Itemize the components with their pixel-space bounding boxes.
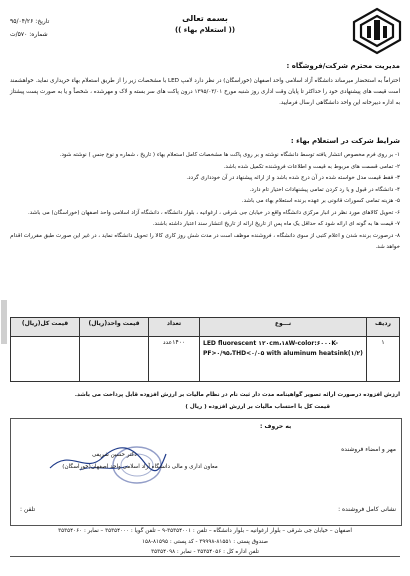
seller-phone-label: تلفن : [20,506,36,513]
table-row [11,337,400,382]
condition-item: ۷- قیمت ها به گونه ای ارائه شود که حداقل یک ماه پس از تاریخ ارائه از تاریخ انتشار سند اعتبار داشته باشند. [152,221,400,227]
letter-number: شماره: ۵۷۰/ت [10,31,48,38]
col-header-type: نـــوع [200,318,367,337]
signer-name: دکتر حسین شریفی [92,452,137,458]
addressee: مدیریت محترم شرکت/فروشگاه : [286,62,400,70]
condition-item: ۵- هزینه تمامی کسورات قانونی بر عهده برنده استعلام بهاء می باشد. [241,198,400,204]
col-header-unit-price: قیمت واحد(ریال) [80,318,149,337]
letter-date: تاریخ: ۹۵/۰۴/۲۶ [10,18,50,25]
row-quantity: ۱۴۰۰عدد [149,337,200,382]
conditions-title: شرایط شرکت در استعلام بهاء : [290,137,400,145]
conditions-list [8,150,400,254]
row-index: ۱ [367,337,400,382]
col-header-total: قیمت کل(ریال) [11,318,80,337]
letter-subtitle: (( استعلام بهاء )) [174,26,236,34]
intro-paragraph: احتراماً به استحضار میرساند دانشگاه آزاد اسلامی واحد اصفهان (خوراسگان) در نظر دارد لامپ LED با مشخصات زیر را از طریق استعلام بهاء خریداری نماید. خواهشمند است قیمت های پیشنهادی خود را حداکثر تا پایان وقت اداری روز شنبه مورخ ۱۳۹۵/۰۳/۰۱ درون پاکت های سر بسته و لاک و مهرشده ، شخصاً و یا به صورت پست پیشتاز به اداره دبیرخانه این واحد دانشگاهی ارسال فرمایید. [10,78,400,106]
row-unit-price-field[interactable] [80,337,149,382]
row-description-line: PF>۰/۹۵،THD<۰/۰۵ with aluminum heatsink(۱/۲) [203,350,363,357]
row-total-field[interactable] [11,337,80,382]
signer-title: معاون اداری و مالی دانشگاه آزاد اسلامی واحد اصفهان(خوراسگان) [62,464,218,470]
seller-address-label: نشانی کامل فروشنده : [338,506,396,513]
footer-postal: صندوق پستی : ۸۱۵۵۱-۳۹۹۹۸ - کد پستی : ۸۱۵۹۵-۱۵۸ [141,539,268,545]
condition-item: ۳- فقط قیمت مدل خواسته شده در آن درج شده باشد و از ارائه پیشنهاد در آن خودداری گردد. [186,175,400,181]
table-header-row [11,318,400,337]
vat-notice: ارزش افزوده درصورت ارائه تصویر گواهینامه مدت دار ثبت نام در نظام مالیات بر ارزش افزوده قابل پرداخت می باشد. [74,392,400,398]
col-header-qty: تعداد [149,318,200,337]
row-description-line: LED fluorescent ۱۲۰cm،۱۸W-color:۶۰۰۰K- [203,340,339,347]
condition-item: ۶- تحویل کالاهای مورد نظر در انبار مرکزی دانشگاه واقع در خیابان جی شرقی ، ارغوانیه ، بلوار دانشگاه ، دانشگاه آزاد اسلامی واحد اصفهان (خوراسگان) می باشد. [28,209,400,216]
handwritten-signature-icon [40,440,170,480]
row-description [200,337,367,382]
col-header-index: ردیف [367,318,400,337]
total-with-vat-label: قیمت کل با احتساب مالیات بر ارزش افزوده ( ریال ) [185,404,330,410]
university-logo-icon [350,6,404,56]
footer-office-phone: تلفن اداره کل : ۳۵۳۵۴۰۵۶ - نمابر : ۳۵۳۵۴۰۹۸ [151,549,259,555]
amount-in-words-label: به حروف : [260,423,292,430]
condition-item: ۸- درصورت برنده شدن و اعلام کتبی از سوی دانشگاه ، فروشنده موظف است در مدت شش روز کاری کالا را تحویل دانشگاه نماید ، در غیر این صورت طبق مقررات اقدام خواهد شد. [10,232,400,250]
basmala: بسمه تعالی [182,14,228,23]
seller-stamp-label: مهر و امضاء فروشنده [341,446,396,453]
footer-divider [10,556,400,557]
condition-item: ۲- تمامی قسمت های مربوط به قیمت و اطلاعات فروشنده تکمیل شده باشد. [223,163,400,170]
scan-edge-mark [1,300,7,344]
footer-address: اصفهان – خیابان جی شرقی – بلوار ارغوانیه – بلوار دانشگاه – تلفن : ۳۵۳۵۴۰۰۱-۹ – تلفن گویا : ۳۵۳۵۴۰۰۰ – نمابر : ۳۵۳۵۴۰۶۰ [58,528,352,534]
items-table [10,317,400,382]
condition-item: ۱- بر روی فرم مخصوص انتشار یافته توسط دانشگاه نوشته و بر روی پاکت ها مشخصات کامل استعلام بهاء ( تاریخ ، شماره و نوع جنس ) نوشته شود. [59,152,400,158]
condition-item: ۴- دانشگاه در قبول و یا رد کردن تمامی پیشنهادات اختیار تام دارد. [249,186,400,193]
